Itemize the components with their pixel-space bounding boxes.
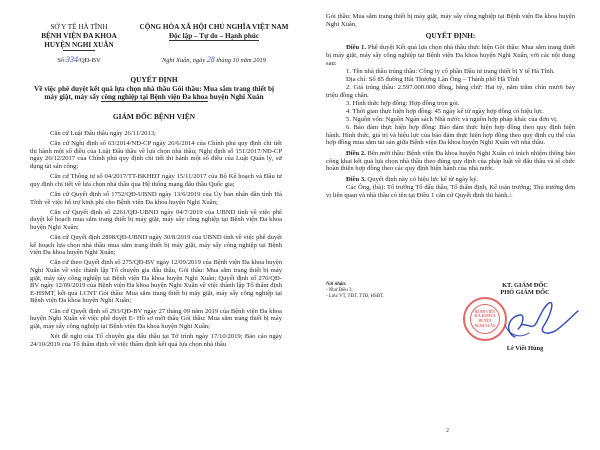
basis-paragraph: Căn cứ Quyết định số 1752/QĐ-UBND ngày 13/6/2019 của Ủy ban nhân dân tỉnh Hà Tĩnh về việc hỗ trợ kinh phí cho Bệnh viện Đa khoa huyện Nghi Xuân; [30,190,282,206]
article-1 [326,44,575,67]
issuer-header [24,23,134,51]
date-suffix: tháng 10 năm 2019 [216,57,266,64]
doc-number-suffix: /QĐ-BV [78,57,101,64]
recipient-line: - Lưu: VT, TĐT, TTĐ, HSĐT. [326,293,384,299]
basis-paragraph: Căn cứ Quyết định số 293/QĐ-BV ngày 27 tháng 09 năm 2019 của Bệnh viện Đa khoa huyện Nghi Xuân về việc phê duyệt E- Hồ sơ mời thầu Gói thầu: Mua sắm trang thiết bị máy giặt, máy sấy công nghiệp tại Bệnh viện Đa khoa huyện Nghi Xuân; [30,307,282,330]
date-prefix: Nghi Xuân, ngày [162,57,206,64]
subject-part: huyện Nghi Xuân [207,93,264,102]
basis-paragraph: Xét đề nghị của Tổ chuyên gia đấu thầu tại Tờ trình ngày 17/10/2019; Báo cáo ngày 24/10/2019 của Tổ thẩm định về việc thẩm định kết quả lựa chọn nhà thầu [30,333,282,348]
subject-part: máy giặt, máy sấy [44,93,102,102]
stamp-text: HUYỆN [478,319,492,323]
page-number: 2 [446,428,449,434]
article-item: 3. Hình thức hợp đồng: Hợp đồng trọn gói. [346,99,460,107]
decision-heading-2: QUYẾT ĐỊNH: [425,31,476,41]
country-name: CỘNG HÒA XÃ HỘI CHỦ NGHĨA VIỆT NAM [139,23,289,31]
basis-paragraph: Căn cứ Thông tư số 04/2017/TT-BKHĐT ngày 15/11/2017 của Bộ Kế hoạch và Đầu tư quy định chi tiết về lựa chọn nhà thầu qua Hệ thống mạng đấu thầu Quốc gia; [30,173,282,188]
closing-text: Các Ông, (bà): Tổ trưởng Tổ đấu thầu, Tổ thẩm định, Kế toán trưởng; Thủ trưởng đơn vị liên quan và nhà thầu có tên tại Điều 1 căn cứ Quyết định thi hành./. [326,184,575,199]
basis-paragraph: Căn cứ theo Quyết định số 275/QĐ-BV ngày 12/09/2019 của Bệnh viện Đa khoa huyện Nghi Xuân về việc thành lập Tổ chuyên gia đấu thầu, Gói thầu: Mua sắm trang thiết bị máy giặt, máy sấy công nghiệp tại Bệnh viện Đa khoa huyện Nghi Xuân; Quyết định số 276/QĐ-BV ngày 12/09/2019 của Bệnh viện Đa khoa huyện Nghi Xuân về việc thành lập Tổ thẩm định E-HSMT, kết quả LCNT Gói thầu: Mua sắm trang thiết bị máy giặt, máy sấy công nghiệp tại Bệnh viện Đa khoa huyện Nghi Xuân; [30,259,282,305]
article-3 [326,176,575,184]
national-motto: Độc lập – Tự do – Hạnh phúc [168,32,260,40]
stamp-text: ĐA KHOA [474,313,496,319]
issue-date [134,55,294,64]
decision-subject-line2 [34,93,274,102]
article-1-label: Điều 1. [346,44,366,52]
article-2-text: Bên mời thầu: Bệnh viện Đa khoa huyện Nghi Xuân có trách nhiệm thông báo công khai kết quả lựa chọn nhà thầu theo đúng quy định của pháp luật về đấu thầu và tổ chức hoàn thiện hợp đồng theo các quy định hiện hành của nhà nước. [326,149,575,173]
decision-subject-line1: Về việc phê duyệt kết quả lựa chọn nhà thầu Gói thầu: Mua sắm trang thiết bị [34,84,274,93]
signature-line2: PHÓ GIÁM ĐỐC [500,289,550,297]
basis-paragraph: Căn cứ Quyết định số 2261/QĐ-UBND ngày 04/7/2019 của UBND tỉnh về việc phê duyệt kế hoạch mua sắm trang thiết bị máy giặt, máy sấy công nghiệp tại Bệnh viện Đa khoa huyện Nghi Xuân; [30,208,282,231]
article-item: Địa chỉ: Số 85 đường Hải Thượng Lãn Ông – Thành phố Hà Tĩnh [346,75,520,83]
decision-heading: QUYẾT ĐỊNH [130,75,178,84]
article-3-text: Quyết định này có hiệu lực kể từ ngày ký. [365,176,479,184]
director-title: GIÁM ĐỐC BỆNH VIỆN [112,112,196,121]
basis-paragraph: Căn cứ Luật Đấu thầu ngày 26/11/2013; [50,130,156,137]
basis-paragraph: Căn cứ Nghị định số 63/2014/NĐ-CP ngày 26/6/2014 của Chính phủ quy định chi tiết thi hành một số điều của Luật Đấu thầu về lựa chọn nhà thầu; Nghị định số 151/2017/NĐ-CP ngày 26/12/2017 của Chính phủ quy định chi tiết thi hành một số điều của Luật Quản lý, sử dụng tài sản công; [30,140,282,170]
signature-line1: KT. GIÁM ĐỐC [502,282,548,289]
basis-paragraph: Căn cứ Quyết định 2898/QĐ-UBND ngày 30/8/2019 của UBND tỉnh về việc phê duyệt kế hoạch lựa chọn nhà thầu mua sắm trang thiết bị máy giặt, máy sấy công nghiệp tại Bệnh viện Đa khoa huyện Nghi Xuân; [30,234,282,257]
article-item: 4. Thời gian thực hiện hợp đồng: 45 ngày kể từ ngày hợp đồng có hiệu lực. [346,107,544,115]
article-1-text: Phê duyệt Kết quả lựa chọn nhà thầu thực hiện Gói thầu: Mua sắm trang thiết bị máy giặt, máy sấy công nghiệp tại Bệnh viện Đa khoa huyện Nghi Xuân, với các nội dung sau: [326,44,576,67]
stamp-text: NGHI XUÂN [474,323,496,328]
article-item: 1. Tên nhà thầu trúng thầu: Công ty cổ phần Đầu tư trang thiết bị Y tế Hà Tĩnh. [346,67,555,75]
legal-basis [30,130,282,351]
recipient-line: - Như Điều 3; [326,287,353,293]
header-underline [63,50,95,51]
national-header [134,23,294,41]
article-2 [326,150,575,173]
article-item: 5. Nguồn vốn: Nguồn Ngân sách Nhà nước và nguồn hợp pháp khác của đơn vị. [346,115,558,123]
article-3-label: Điều 3. [346,176,366,184]
subject-underlined: công nghiệp tại Bệnh viện Đa khoa [101,93,208,102]
date-day-handwritten: 28 [206,55,215,64]
document-number [24,55,134,64]
decision-title [34,76,274,102]
decision-body [326,13,575,200]
hospital-name-line2: HUYỆN NGHI XUÂN [44,41,114,49]
article-item: 2. Giá trúng thầu: 2.597.000.000 đồng, bằng chữ: Hai tỷ, năm trăm chín mươi bảy triệu đồng chẵn. [326,83,575,99]
handwritten-signature [485,295,580,345]
page-2 [300,0,600,450]
signer-name: Lê Viết Hùng [506,345,544,352]
doc-number-handwritten: 334 [66,55,79,64]
continuation-text: Gói thầu: Mua sắm trang thiết bị máy giặt, máy sấy công nghiệp tại Bệnh viện Đa khoa huyện Nghi Xuân, [326,13,575,28]
ministry-name: SỞ Y TẾ HÀ TĨNH [50,23,108,31]
recipients-title: Nơi nhận: [326,282,347,287]
hospital-name-line1: BỆNH VIỆN ĐA KHOA [41,32,117,40]
doc-number-prefix: Số: [57,57,67,64]
article-item: 6. Bảo đảm thực hiện hợp đồng: Bảo đảm thực hiện hợp đồng theo quy định hiện hành. Hình thức, giá trị và hiệu lực của bảo đảm thực hiện hợp đồng theo quy định cụ thể của hợp đồng mua sắm tài sản giữa Bệnh viện Đa khoa huyện Nghi Xuân với nhà thầu. [326,123,575,147]
recipients-block [326,282,436,299]
stamp-text: BỆNH VIỆN [474,309,495,314]
article-2-label: Điều 2. [346,149,366,157]
